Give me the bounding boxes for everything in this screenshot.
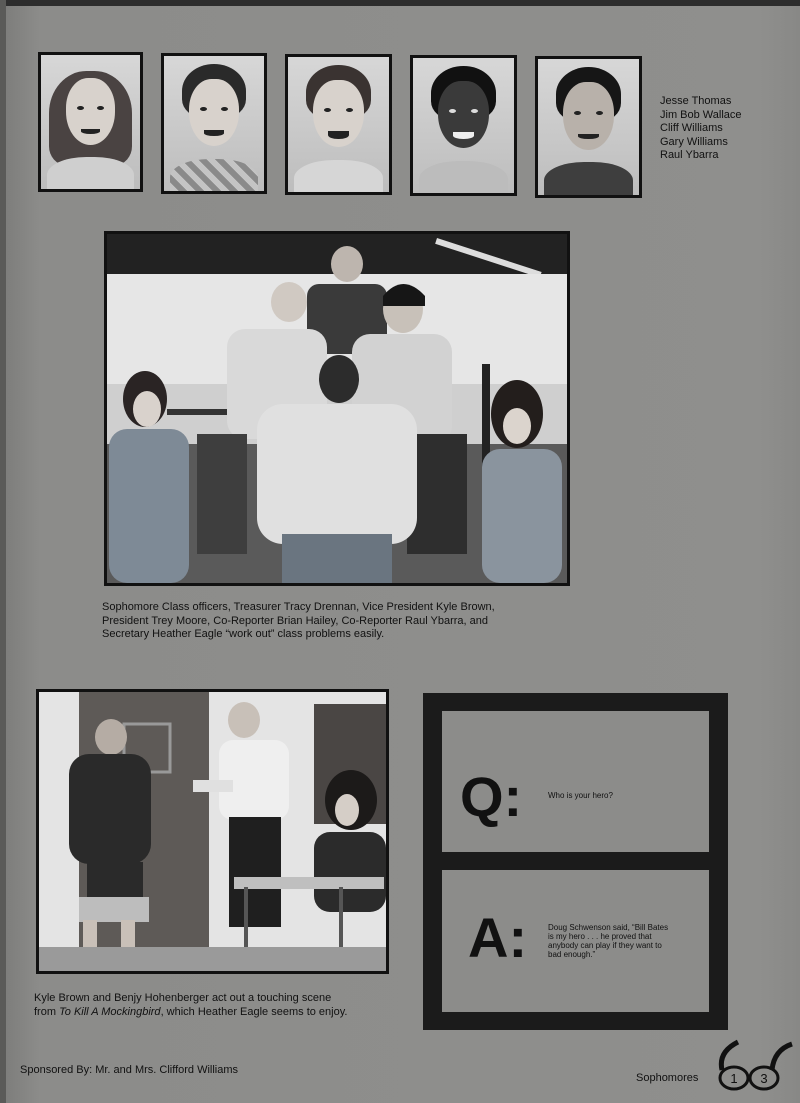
name-line: Jim Bob Wallace (660, 108, 742, 121)
mockingbird-scene-photo (36, 689, 389, 974)
class-officers-scene (107, 234, 567, 583)
portrait-4 (410, 55, 517, 196)
qa-panel (423, 693, 728, 1030)
section-label: Sophomores (636, 1072, 699, 1084)
question-letter: Q: (460, 765, 523, 828)
caption-line: from To Kill A Mockingbird, which Heather Eagle seems to enjoy. (34, 1005, 348, 1018)
group-photo-caption (102, 601, 495, 642)
name-line: Cliff Williams (660, 122, 723, 134)
portrait-2 (161, 53, 267, 194)
caption-line: Sophomore Class officers, Treasurer Tracy Drennan, Vice President Kyle Brown, (102, 601, 495, 613)
question-text: Who is your hero? (548, 791, 613, 800)
sponsor-line: Sponsored By: Mr. and Mrs. Clifford Williams (20, 1064, 239, 1076)
caption-line: President Trey Moore, Co-Reporter Brian Hailey, Co-Reporter Raul Ybarra, and (102, 614, 488, 627)
caption-line: Kyle Brown and Benjy Hohenberger act out a touching scene (34, 992, 332, 1004)
name-line: Jesse Thomas (660, 95, 732, 107)
portrait-names (660, 95, 742, 163)
portrait-5 (535, 56, 642, 198)
page-digit: 3 (760, 1071, 768, 1086)
top-edge (0, 0, 800, 6)
book-title: To Kill A Mockingbird (59, 1005, 161, 1018)
caption-line: Secretary Heather Eagle “work out” class problems easily. (102, 628, 385, 640)
class-officers-photo (104, 231, 570, 586)
scene-caption (34, 992, 347, 1019)
portrait-1 (38, 52, 143, 192)
answer-letter: A: (468, 906, 528, 969)
page-digit: 1 (730, 1071, 738, 1086)
name-line: Gary Williams (660, 135, 728, 148)
answer-text: Doug Schwenson said, “Bill Bates is my hero . . . he proved that anybody can play if they want to bad enough.” (548, 923, 669, 959)
binding-edge (0, 0, 6, 1103)
portrait-3 (285, 54, 392, 195)
page-number-glasses (716, 1038, 796, 1094)
question-box (442, 711, 709, 852)
answer-box (442, 870, 709, 1012)
name-line: Raul Ybarra (660, 149, 719, 161)
mockingbird-scene (39, 692, 386, 971)
